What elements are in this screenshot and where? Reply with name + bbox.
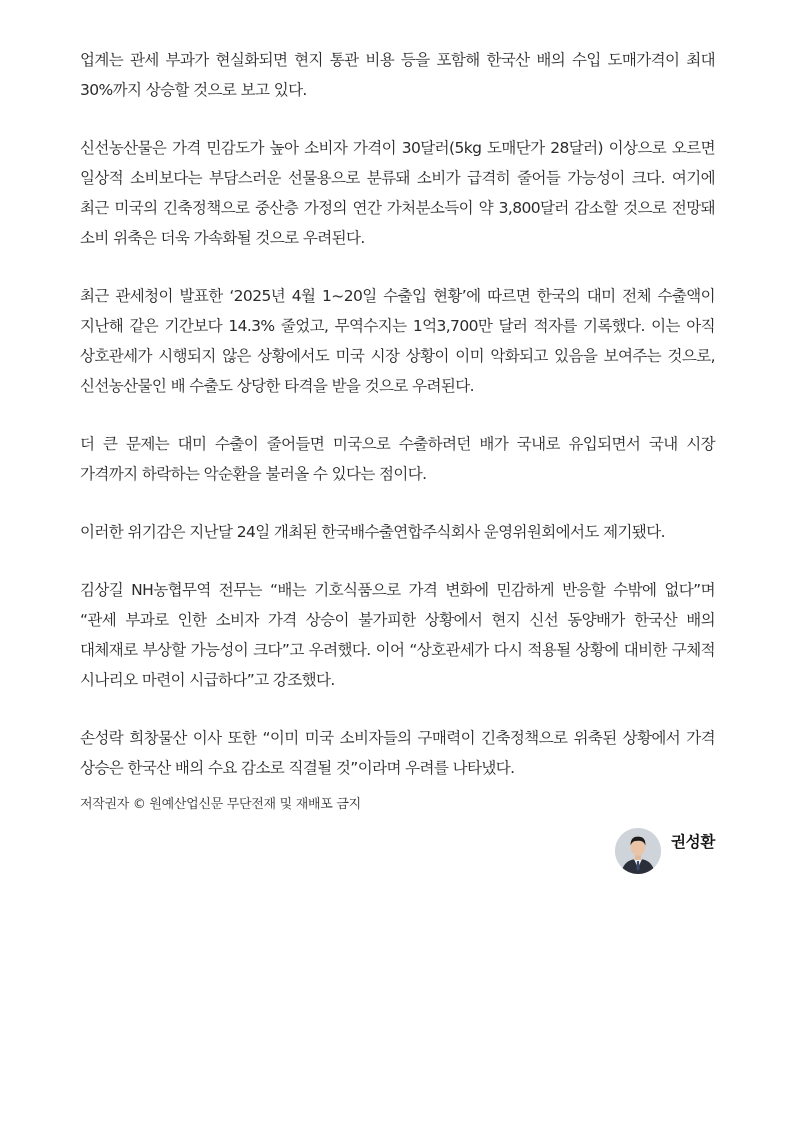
paragraph-consumer-price-sensitivity: 신선농산물은 가격 민감도가 높아 소비자 가격이 30달러(5kg 도매단가 28달러) 이상으로 오르면 일상적 소비보다는 부담스러운 선물용으로 분류돼 소비가 급격히 줄어들 가능성이 크다. 여기에 최근 미국의 긴축정책으로 중산층 가정의 연간 가처분소득이 약 3,800달러 감소할 것으로 전망돼 소비 위축은 더욱 가속화될 것으로 우려된다.: [80, 139, 715, 247]
reporter-photo-icon: [615, 828, 661, 874]
paragraph-huichang-director-quote: 손성락 희창물산 이사 또한 “이미 미국 소비자들의 구매력이 긴축정책으로 위축된 상황에서 가격 상승은 한국산 배의 수요 감소로 직결될 것”이라며 우려를 나타냈다.: [80, 729, 715, 777]
article-body: [80, 45, 715, 815]
paragraph-tariff-import-price: 업계는 관세 부과가 현실화되면 현지 통관 비용 등을 포함해 한국산 배의 수입 도매가격이 최대 30%까지 상승할 것으로 보고 있다.: [80, 51, 715, 99]
author-byline: [615, 828, 715, 874]
paragraph-customs-export-statistics: 최근 관세청이 발표한 ‘2025년 4월 1~20일 수출입 현황’에 따르면 한국의 대미 전체 수출액이 지난해 같은 기간보다 14.3% 줄었고, 무역수지는 1억3,700만 달러 적자를 기록했다. 이는 아직 상호관세가 시행되지 않은 상황에서도 미국 시장 상황이 이미 악화되고 있음을 보여주는 것으로, 신선농산물인 배 수출도 상당한 타격을 받을 것으로 우려된다.: [80, 287, 715, 395]
author-name: 권성환: [670, 833, 715, 851]
paragraph-committee-meeting: 이러한 위기감은 지난달 24일 개최된 한국배수출연합주식회사 운영위원회에서도 제기됐다.: [80, 523, 665, 541]
paragraph-nh-executive-quote: 김상길 NH농협무역 전무는 “배는 기호식품으로 가격 변화에 민감하게 반응할 수밖에 없다”며 “관세 부과로 인한 소비자 가격 상승이 불가피한 상황에서 현지 신선 동양배가 한국산 배의 대체재로 부상할 가능성이 크다”고 우려했다. 이어 “상호관세가 다시 적용될 상황에 대비한 구체적 시나리오 마련이 시급하다”고 강조했다.: [80, 581, 715, 689]
paragraph-domestic-price-risk: 더 큰 문제는 대미 수출이 줄어들면 미국으로 수출하려던 배가 국내로 유입되면서 국내 시장 가격까지 하락하는 악순환을 불러올 수 있다는 점이다.: [80, 435, 715, 483]
author-avatar: [615, 828, 661, 874]
copyright-notice: 저작권자 © 원예산업신문 무단전재 및 재배포 금지: [80, 797, 361, 812]
